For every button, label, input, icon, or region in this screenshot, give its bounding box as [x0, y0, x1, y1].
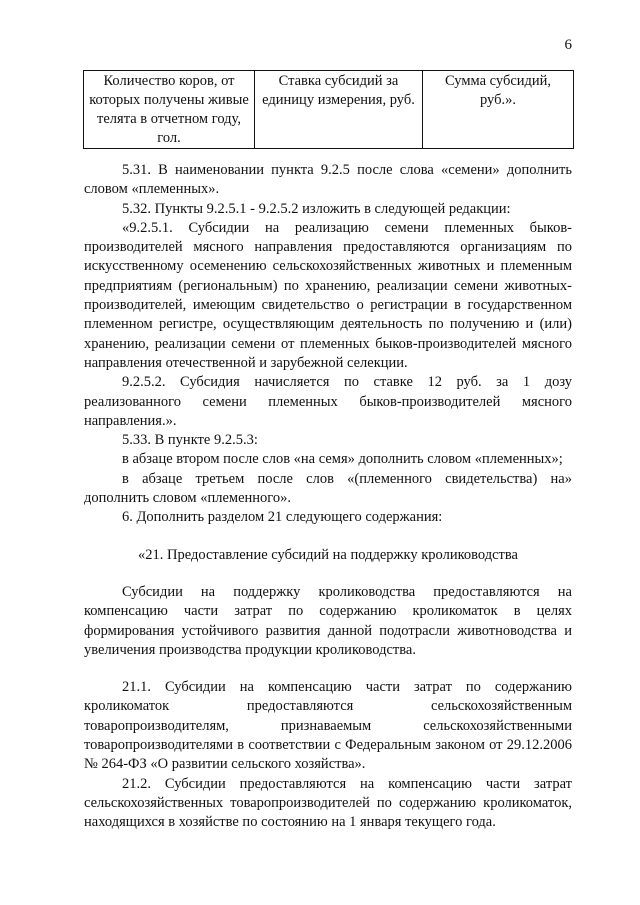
table-header-cell-cows-count: Количество коров, от которых получены живые телята в отчетном году, гол.	[84, 71, 255, 149]
paragraph-6: 6. Дополнить разделом 21 следующего содержания:	[122, 509, 443, 526]
paragraph-5-33: 5.33. В пункте 9.2.5.3:	[122, 432, 258, 449]
paragraph-abzac-third: в абзаце третьем после слов «(племенного свидетельства) на» дополнить словом «племенного».	[84, 470, 572, 507]
paragraph-21-2: 21.2. Субсидии предоставляются на компенсацию части затрат сельскохозяйственных товаропроизводителей по содержанию кроликоматок, находящихся в хозяйстве по состоянию на 1 января текущего года.	[84, 775, 572, 831]
section-21-heading: «21. Предоставление субсидий на поддержку кролиководства	[138, 546, 518, 563]
paragraph-5-31: 5.31. В наименовании пункта 9.2.5 после слова «семени» дополнить словом «племенных».	[84, 162, 572, 198]
document-body	[84, 161, 572, 833]
table-header-row	[84, 71, 574, 149]
paragraph-section-21-intro: Субсидии на поддержку кролиководства предоставляются на компенсацию части затрат по содержанию кроликоматок в целях формирования устойчивого развития данной подотрасли животноводства и увеличения производства продукции кролиководства.	[84, 583, 572, 658]
paragraph-21-1: 21.1. Субсидии на компенсацию части затрат по содержанию кроликоматок предоставляются сельскохозяйственным товаропроизводителям, признаваемым сельскохозяйственными товаропроизводителями в соответствии с Федеральным законом от 29.12.2006 № 264-ФЗ «О развитии сельского хозяйства».	[84, 679, 572, 773]
paragraph-5-32: 5.32. Пункты 9.2.5.1 - 9.2.5.2 изложить в следующей редакции:	[122, 200, 511, 217]
paragraph-abzac-second: в абзаце втором после слов «на семя» дополнить словом «племенных»;	[122, 451, 563, 468]
table-header-cell-subsidy-amount: Сумма субсидий, руб.».	[423, 71, 574, 149]
table-header-cell-subsidy-rate: Ставка субсидий за единицу измерения, руб.	[255, 71, 423, 149]
paragraph-9-2-5-1: «9.2.5.1. Субсидии на реализацию семени племенных быков-производителей мясного направления предоставляются организациям по искусственному осеменению сельскохозяйственных животных и племенным предприятиям (региональным) по хранению, реализации семени животных-производителей, имеющим свидетельство о регистрации в государственном племенном регистре, осуществляющим деятельность по получению и (или) хранению, реализации семени от племенных быков-производителей мясного направления отечественной и зарубежной селекции.	[84, 219, 572, 371]
paragraph-9-2-5-2: 9.2.5.2. Субсидия начисляется по ставке 12 руб. за 1 дозу реализованного семени племенных быков-производителей мясного направления.».	[84, 374, 572, 429]
page-number: 6	[564, 37, 572, 53]
subsidy-table	[83, 70, 574, 149]
